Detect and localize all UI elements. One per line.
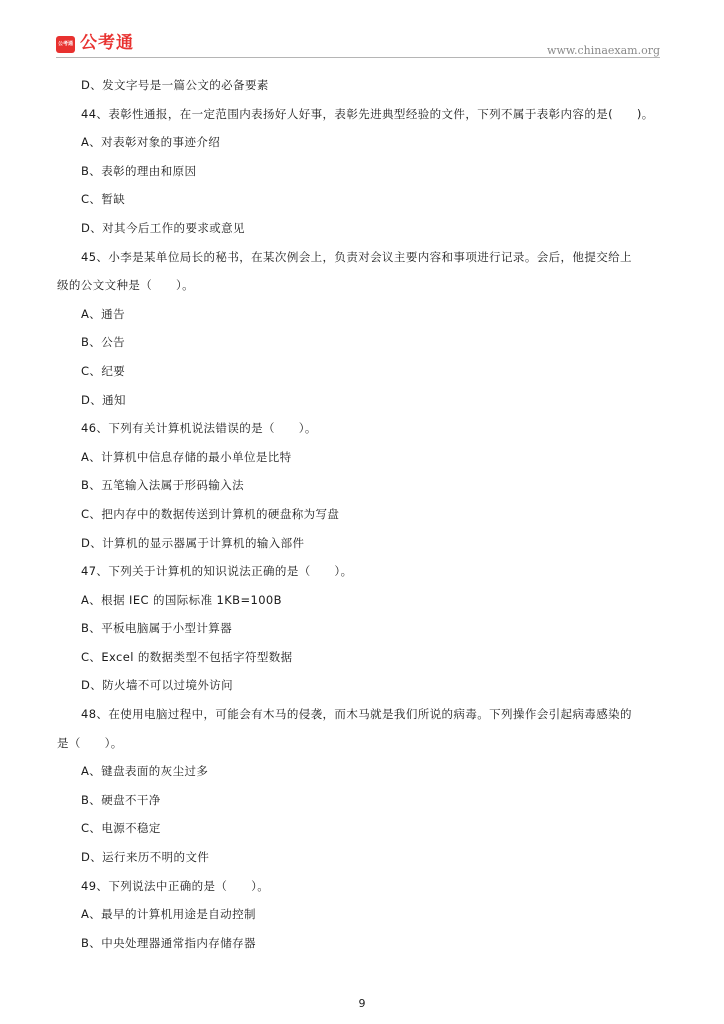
answer-option: B、五笔输入法属于形码输入法 (81, 478, 244, 493)
site-url: www.chinaexam.org (547, 44, 660, 57)
answer-option: D、发文字号是一篇公文的必备要素 (81, 78, 269, 92)
answer-option: D、计算机的显示器属于计算机的输入部件 (81, 535, 305, 550)
answer-option: A、最早的计算机用途是自动控制 (81, 907, 256, 922)
question-text: 44、表彰性通报，在一定范围内表扬好人好事，表彰先进典型经验的文件，下列不属于表彰内容的是( )。 (81, 106, 654, 121)
question-text: 46、下列有关计算机说法错误的是（ ）。 (81, 421, 317, 436)
answer-option: C、Excel 的数据类型不包括字符型数据 (81, 649, 293, 664)
answer-option: C、纪要 (81, 363, 126, 378)
logo-text: 公考通 (80, 33, 134, 53)
question-text-continued: 是（ ）。 (57, 735, 123, 750)
answer-option: C、暂缺 (81, 192, 126, 207)
logo-icon: 公考通 (56, 36, 75, 53)
answer-option: B、表彰的理由和原因 (81, 163, 197, 178)
answer-option: A、通告 (81, 306, 125, 321)
answer-option: B、硬盘不干净 (81, 792, 161, 807)
answer-option: A、根据 IEC 的国际标准 1KB=100B (81, 592, 282, 607)
question-text: 45、小李是某单位局长的秘书，在某次例会上，负责对会议主要内容和事项进行记录。会后，他提交给上 (81, 249, 632, 264)
question-text: 47、下列关于计算机的知识说法正确的是（ ）。 (81, 564, 353, 579)
answer-option: D、防火墙不可以过境外访问 (81, 678, 234, 693)
answer-option: A、对表彰对象的事迹介绍 (81, 135, 221, 150)
answer-option: A、计算机中信息存储的最小单位是比特 (81, 449, 292, 464)
page-header (0, 0, 724, 60)
answer-option: B、平板电脑属于小型计算器 (81, 621, 233, 636)
answer-option: B、公告 (81, 335, 125, 350)
answer-option: D、对其今后工作的要求或意见 (81, 220, 245, 235)
header-divider (56, 57, 660, 58)
answer-option: A、键盘表面的灰尘过多 (81, 764, 209, 779)
page-number: 9 (358, 997, 366, 1010)
answer-option: C、把内存中的数据传送到计算机的硬盘称为写盘 (81, 506, 340, 521)
document-body (57, 76, 669, 962)
question-text-continued: 级的公文文种是（ ）。 (57, 278, 195, 293)
question-text: 48、在使用电脑过程中，可能会有木马的侵袭，而木马就是我们所说的病毒。下列操作会引起病毒感染的 (81, 707, 632, 722)
question-text: 49、下列说法中正确的是（ ）。 (81, 878, 270, 893)
answer-option: D、运行来历不明的文件 (81, 850, 210, 865)
answer-option: D、通知 (81, 392, 126, 407)
answer-option: C、电源不稳定 (81, 821, 161, 836)
answer-option: B、中央处理器通常指内存储存器 (81, 935, 256, 950)
